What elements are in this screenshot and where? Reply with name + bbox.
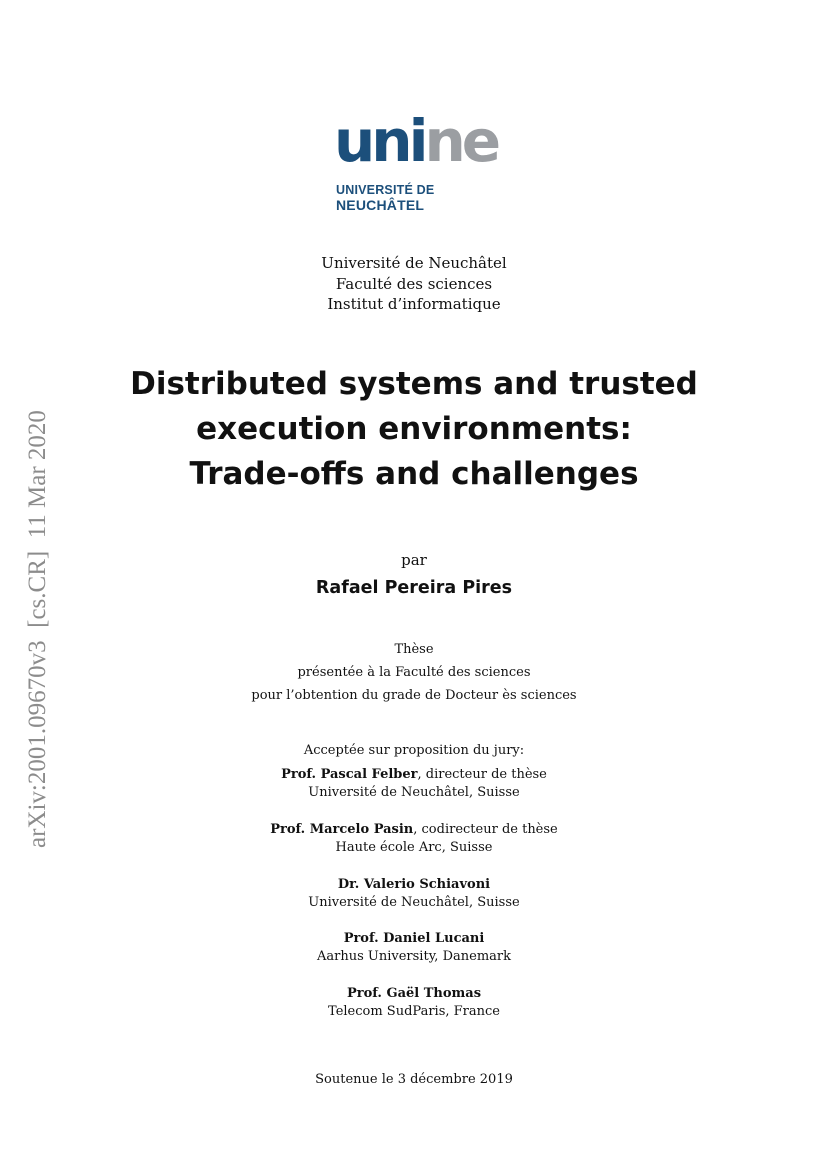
title-line-3: Trade-offs and challenges [189, 456, 639, 492]
jury-member-affiliation: Aarhus University, Danemark [317, 948, 511, 964]
author-name: Rafael Pereira Pires [315, 578, 513, 598]
jury-member [0, 985, 828, 1020]
jury-member-name: Prof. Marcelo Pasin [270, 822, 414, 837]
jury-member-role: , codirecteur de thèse [413, 822, 558, 837]
university-name: Université de Neuchâtel [321, 254, 507, 272]
logo-wordmark-dark: uni [334, 107, 425, 175]
jury-intro: Acceptée sur proposition du jury: [303, 743, 525, 758]
jury-member-role: , directeur de thèse [417, 767, 547, 782]
thesis-line-3: pour l’obtention du grade de Docteur ès sciences [251, 688, 577, 703]
jury-member [0, 821, 828, 856]
jury-member-affiliation: Haute école Arc, Suisse [335, 839, 493, 855]
faculty-name: Faculté des sciences [335, 274, 493, 293]
by-label: par [401, 551, 427, 569]
jury-member-name: Prof. Daniel Lucani [343, 931, 485, 946]
jury-member-name: Prof. Gaël Thomas [346, 986, 482, 1001]
jury-member [0, 930, 828, 965]
jury-member [0, 876, 828, 911]
jury-member-name: Dr. Valerio Schiavoni [337, 877, 491, 892]
thesis-line-1: Thèse [394, 642, 434, 657]
jury-member-affiliation: Université de Neuchâtel, Suisse [308, 784, 520, 800]
logo-subtitle-line1: UNIVERSITÉ DE [336, 183, 435, 197]
title-line-1: Distributed systems and trusted [130, 366, 698, 402]
logo-subtitle-line2: NEUCHÂTEL [336, 197, 425, 213]
jury-member-affiliation: Telecom SudParis, France [328, 1003, 500, 1019]
university-logo [334, 107, 498, 213]
thesis-title [0, 362, 828, 497]
jury-member-name: Prof. Pascal Felber [281, 767, 418, 782]
defense-date: Soutenue le 3 décembre 2019 [315, 1072, 513, 1087]
arxiv-identifier: arXiv:2001.09670v3 [cs.CR] 11 Mar 2020 [24, 410, 51, 848]
thesis-line-2: présentée à la Faculté des sciences [297, 665, 531, 680]
jury-member [0, 766, 828, 801]
jury-member-affiliation: Université de Neuchâtel, Suisse [308, 894, 520, 910]
institute-name: Institut d’informatique [327, 295, 501, 313]
thesis-description [0, 638, 828, 707]
title-line-2: execution environments: [196, 411, 632, 447]
institution-block [0, 253, 828, 315]
logo-wordmark [334, 107, 498, 175]
logo-wordmark-light: ne [424, 107, 498, 175]
